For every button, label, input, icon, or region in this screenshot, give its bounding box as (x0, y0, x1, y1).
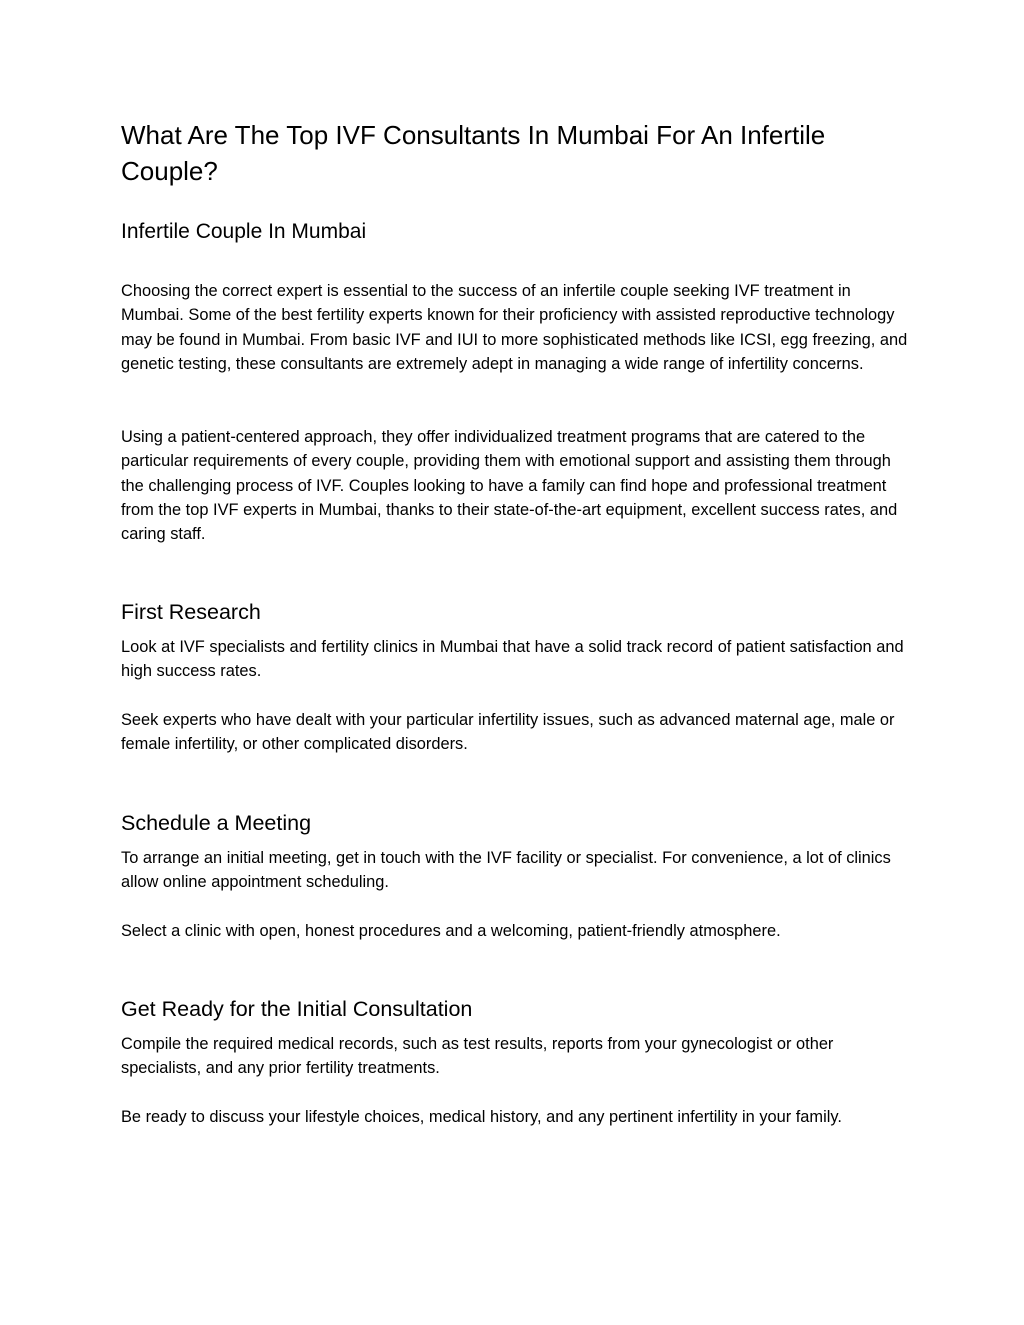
section-1-paragraph-2: Seek experts who have dealt with your particular infertility issues, such as advanced maternal age, male or female infertility, or other complicated disorders. (121, 711, 895, 754)
document-subtitle: Infertile Couple In Mumbai (121, 220, 367, 243)
document-title: What Are The Top IVF Consultants In Mumbai For An Infertile Couple? (121, 120, 826, 186)
intro-paragraph-2: Using a patient-centered approach, they offer individualized treatment programs that are catered to the particular requirements of every couple, providing them with emotional support and assisting them through the challenging process of IVF. Couples looking to have a family can find hope and professional treatment from the top IVF experts in Mumbai, thanks to their state-of-the-art equipment, excellent success rates, and caring staff. (121, 428, 898, 544)
section-heading-first-research: First Research (121, 600, 261, 624)
section-1-paragraph-1: Look at IVF specialists and fertility clinics in Mumbai that have a solid track record of patient satisfaction and high success rates. (121, 638, 904, 681)
section-3-paragraph-1: Compile the required medical records, such as test results, reports from your gynecologist or other specialists, and any prior fertility treatments. (121, 1035, 834, 1078)
section-2-paragraph-2: Select a clinic with open, honest procedures and a welcoming, patient-friendly atmosphere. (121, 922, 781, 940)
section-3-paragraph-2: Be ready to discuss your lifestyle choices, medical history, and any pertinent infertility in your family. (121, 1108, 842, 1126)
section-heading-schedule-meeting: Schedule a Meeting (121, 811, 312, 835)
intro-paragraph-1: Choosing the correct expert is essential to the success of an infertile couple seeking IVF treatment in Mumbai. Some of the best fertility experts known for their proficiency with assisted reproductive technology may be found in Mumbai. From basic IVF and IUI to more sophisticated methods like ICSI, egg freezing, and genetic testing, these consultants are extremely adept in managing a wide range of infertility concerns. (121, 282, 908, 373)
section-heading-initial-consultation: Get Ready for the Initial Consultation (121, 997, 473, 1021)
section-2-paragraph-1: To arrange an initial meeting, get in touch with the IVF facility or specialist. For convenience, a lot of clinics allow online appointment scheduling. (121, 849, 891, 892)
